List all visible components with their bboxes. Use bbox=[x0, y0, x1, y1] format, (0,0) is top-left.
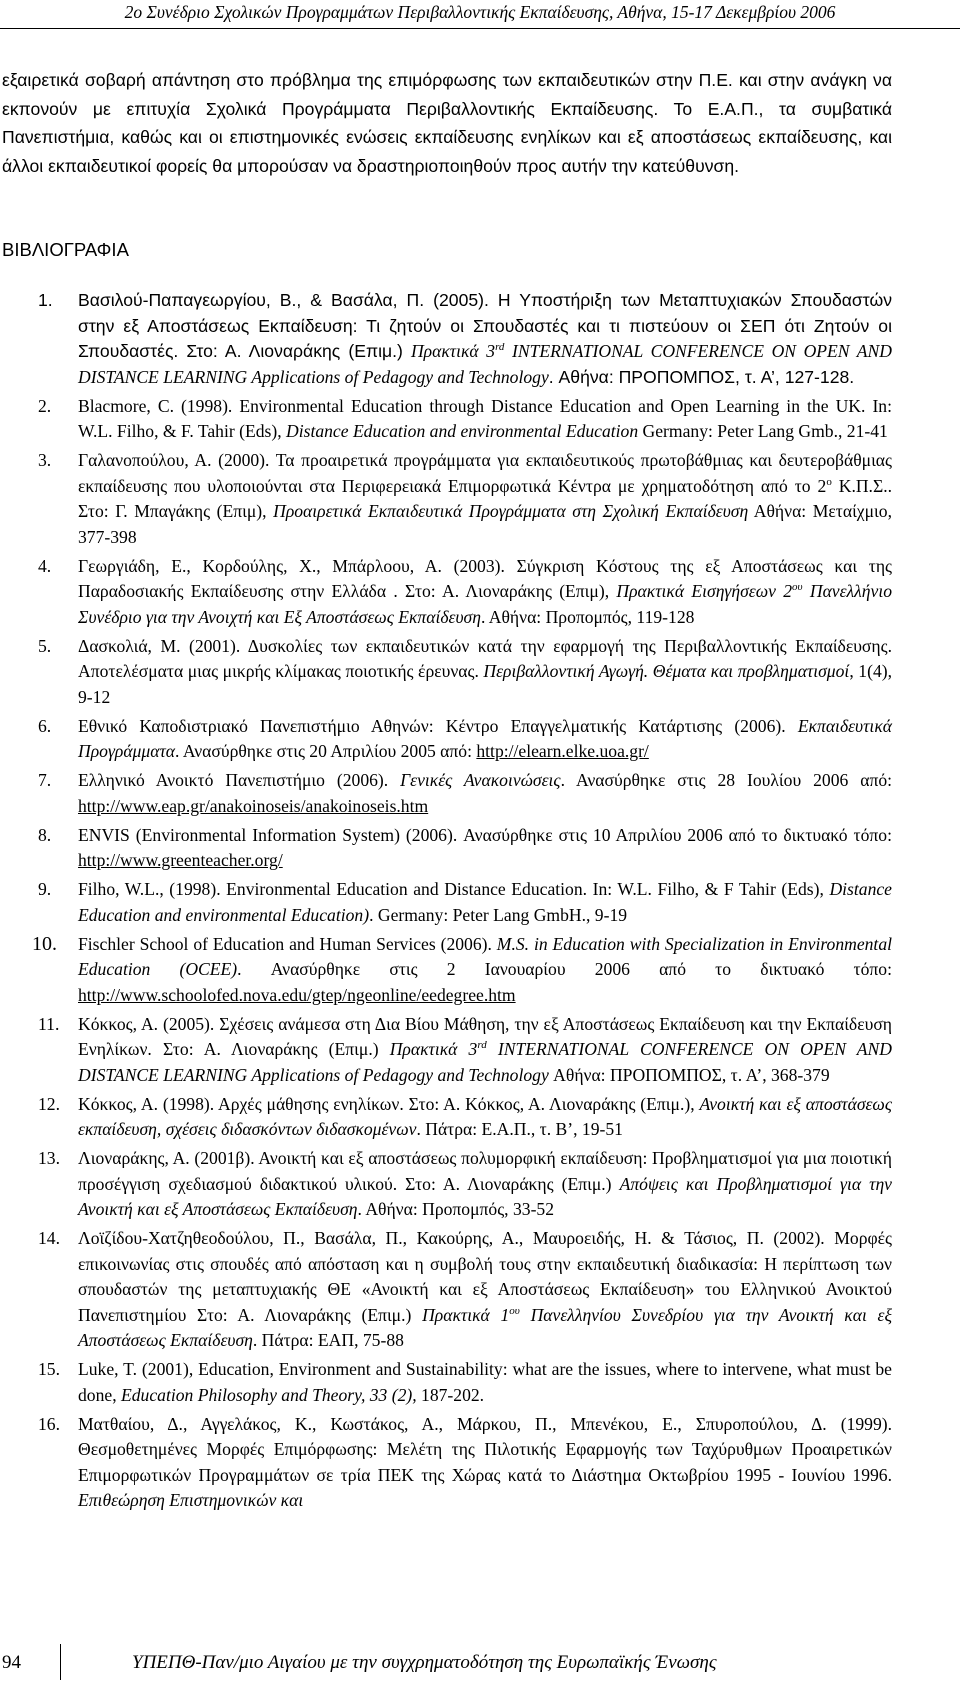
reference-number: 14. bbox=[38, 1228, 60, 1249]
reference-number: 16. bbox=[38, 1413, 60, 1434]
reference-item bbox=[2, 1092, 892, 1143]
reference-text: . Αθήνα: Προπομπός, 33-52 bbox=[357, 1199, 555, 1220]
page-footer bbox=[0, 1644, 960, 1680]
superscript: rd bbox=[495, 341, 505, 354]
reference-text: . Αθήνα: ΠΡΟΠΟΜΠΟΣ, τ. Α’, 127-128. bbox=[548, 366, 855, 387]
reference-text: Κόκκος, Α. (2005). Σχέσεις ανάμεσα στη Δια Βίου Μάθηση, την εξ Αποστάσεως Εκπαίδευση και την Εκπαίδευση Ενηλίκων. Στο: Α. Λιοναράκης (Επιμ.) bbox=[78, 1013, 892, 1060]
reference-italic: Ανοικτή και εξ αποστάσεως εκπαίδευση, σχέσεις διδασκόντων διδασκομένων bbox=[78, 1093, 892, 1140]
footer-text: ΥΠΕΠΘ-Παν/μιο Αιγαίου με την συγχρηματοδότηση της Ευρωπαϊκής Ένωσης bbox=[132, 1652, 717, 1673]
reference-italic: Πρακτικά 1 bbox=[422, 1304, 510, 1325]
reference-item bbox=[2, 1012, 892, 1089]
reference-item bbox=[2, 1226, 892, 1354]
superscript: rd bbox=[477, 1039, 487, 1052]
reference-text: Λοϊζίδου-Χατζηθεοδούλου, Π., Βασάλα, Π., Κακούρης, Α., Μαυροειδής, Η. & Τάσιος, Π. (2002). Μορφές επικοινωνίας στις σπουδές από απόσταση και η συμβολή τους στην εκπαιδευτική διαδικασία: Η περίπτωση των σπουδαστών της μεταπτυχιακής ΘΕ «Ανοικτή και εξ Αποστάσεως Εκπαίδευση» του Ελληνικού Ανοικτού Πανεπιστημίου Στο: Α. Λιοναράκης (Επιμ.) bbox=[78, 1228, 892, 1325]
reference-link[interactable]: http://elearn.elke.uoa.gr/ bbox=[476, 741, 649, 762]
reference-text: Αθήνα: ΠΡΟΠΟΜΠΟΣ, τ. Α’, 368-379 bbox=[548, 1064, 830, 1085]
reference-number: 7. bbox=[38, 770, 52, 791]
reference-italic: INTERNATIONAL CONFERENCE ON OPEN AND DISTANCE LEARNING Applications of Pedagogy and Technology bbox=[78, 341, 892, 387]
footer-divider bbox=[60, 1644, 61, 1680]
reference-italic: Πρακτικά Εισηγήσεων 2 bbox=[616, 581, 793, 602]
reference-text: Γαλανοπούλου, Α. (2000). Τα προαιρετικά προγράμματα για εκπαιδευτικούς πρωτοβάθμιας και δευτεροβάθμιας εκπαίδευσης που υλοποιούνται στα Περιφερειακά Επιμορφωτικά Κέντρα με χρηματοδότηση από το 2 bbox=[78, 450, 892, 496]
header-rule bbox=[0, 28, 960, 29]
reference-number: 3. bbox=[38, 450, 52, 471]
reference-italic: Περιβαλλοντική Αγωγή. Θέματα και προβληματισμοί bbox=[483, 661, 850, 682]
reference-item bbox=[2, 288, 892, 390]
reference-text: Ελληνικό Ανοικτό Πανεπιστήμιο (2006). bbox=[78, 770, 401, 791]
reference-number: 6. bbox=[38, 715, 52, 736]
reference-link[interactable]: http://www.eap.gr/anakoinoseis/anakoinoseis.htm bbox=[78, 795, 429, 816]
reference-italic: Πανελληνίου Συνεδρίου για την Ανοικτή και εξ Αποστάσεως Εκπαίδευση bbox=[78, 1304, 893, 1351]
reference-number: 12. bbox=[38, 1093, 60, 1114]
superscript: ου bbox=[792, 581, 803, 594]
reference-number: 10. bbox=[32, 932, 57, 955]
reference-text: . Ανασύρθηκε στις 28 Ιουλίου 2006 από: bbox=[560, 770, 893, 791]
reference-number: 1. bbox=[38, 290, 53, 311]
reference-number: 4. bbox=[38, 555, 52, 576]
reference-text: . Πάτρα: Ε.Α.Π., τ. Β’, 19-51 bbox=[416, 1119, 623, 1140]
reference-text: Αθήνα: Μεταίχμιο, 377-398 bbox=[78, 501, 892, 547]
reference-italic: Πρακτικά 3 bbox=[389, 1039, 478, 1060]
reference-number: 11. bbox=[38, 1013, 60, 1034]
reference-number: 13. bbox=[38, 1148, 60, 1169]
reference-text: ENVIS (Environmental Information System) (2006). Ανασύρθηκε στις 10 Απριλίου 2006 από το δικτυακό τόπο: bbox=[78, 824, 892, 845]
reference-link[interactable]: http://www.greenteacher.org/ bbox=[78, 850, 283, 871]
reference-text: Κ.Π.Σ.. Στο: Γ. Μπαγάκης (Επιμ), bbox=[78, 475, 892, 522]
reference-text: Luke, T. (2001), Education, Environment and Sustainability: what are the issues, where to intervene, what must be done, bbox=[78, 1359, 892, 1405]
reference-italic: Πανελλήνιο Συνέδριο για την Ανοιχτή και Εξ Αποστάσεως Εκπαίδευση bbox=[78, 581, 893, 627]
reference-text: Κόκκος, Α. (1998). Αρχές μάθησης ενηλίκων. Στο: Α. Κόκκος, Α. Λιοναράκης (Επιμ.), bbox=[78, 1093, 700, 1114]
reference-number: 9. bbox=[38, 879, 52, 900]
reference-text: Blacmore, C. (1998). Environmental Education through Distance Education and Open Learning in the UK. In: W.L. Filho, & F. Tahir (Eds), bbox=[78, 395, 892, 442]
reference-item bbox=[2, 634, 892, 711]
reference-text: Ματθαίου, Δ., Αγγελάκος, Κ., Κωστάκος, Α., Μάρκου, Π., Μπενέκου, Ε., Σπυροπούλου, Δ. (1999). Θεσμοθετημένες Μορφές Επιμόρφωσης: Μελέτη της Πιλοτικής Εφαρμογής των Ταχύρυθμων Προαιρετικών Επιμορφωτικών Προγραμμάτων σε τρία ΠΕΚ της Χώρας κατά το Διάστημα Οκτωβρίου 1995 - Ιουνίου 1996. bbox=[78, 1413, 892, 1485]
reference-text: , 1(4), 9-12 bbox=[78, 661, 892, 707]
reference-text: Δασκολιά, Μ. (2001). Δυσκολίες των εκπαιδευτικών κατά την εφαρμογή της Περιβαλλοντικής Εκπαίδευσης. Αποτελέσματα μιας μικρής κλίμακας ποιοτικής έρευνας. bbox=[78, 635, 892, 682]
page-number: 94 bbox=[2, 1652, 21, 1673]
reference-item bbox=[2, 394, 892, 445]
reference-number: 15. bbox=[38, 1359, 60, 1380]
reference-italic: Γενικές Ανακοινώσεις bbox=[400, 770, 561, 791]
reference-italic: Εκπαιδευτικά Προγράμματα bbox=[78, 715, 892, 762]
reference-text: . Germany: Peter Lang GmbH., 9-19 bbox=[369, 904, 628, 925]
reference-italic: INTERNATIONAL CONFERENCE ON OPEN AND DISTANCE LEARNING Applications of Pedagogy and Technology bbox=[78, 1039, 892, 1085]
reference-italic: Απόψεις και Προβληματισμοί για την Ανοικτή και εξ Αποστάσεως Εκπαίδευση bbox=[78, 1173, 892, 1220]
reference-item bbox=[2, 714, 892, 765]
page-header: 2ο Συνέδριο Σχολικών Προγραμμάτων Περιβαλλοντικής Εκπαίδευσης, Αθήνα, 15-17 Δεκεμβρίου 2006 bbox=[124, 2, 836, 22]
reference-item bbox=[2, 768, 892, 819]
reference-text: . Ανασύρθηκε στις 20 Απριλίου 2005 από: bbox=[175, 741, 477, 762]
reference-text: . Ανασύρθηκε στις 2 Ιανουαρίου 2006 από το δικτυακό τόπο: bbox=[237, 959, 892, 980]
reference-item bbox=[2, 448, 892, 550]
reference-text: Filho, W.L., (1998). Environmental Education and Distance Education. In: W.L. Filho, & F Tahir (Eds), bbox=[78, 879, 830, 900]
reference-item bbox=[2, 554, 892, 631]
reference-italic: Education Philosophy and Theory, 33 (2), bbox=[121, 1384, 417, 1405]
reference-italic: Πρακτικά 3 bbox=[410, 341, 496, 362]
reference-text: . Πάτρα: ΕΑΠ, 75-88 bbox=[252, 1330, 404, 1351]
reference-item bbox=[2, 932, 892, 1009]
reference-number: 2. bbox=[38, 395, 52, 416]
reference-item bbox=[2, 823, 892, 874]
reference-italic: Distance Education and environmental Education bbox=[286, 421, 639, 442]
page-content bbox=[2, 66, 892, 1517]
reference-list bbox=[2, 288, 892, 1514]
reference-item bbox=[2, 1357, 892, 1408]
reference-text: Γεωργιάδη, Ε., Κορδούλης, Χ., Μπάρλοου, Α. (2003). Σύγκριση Κόστους της εξ Αποστάσεως και της Παραδοσιακής Εκπαίδευσης στην Ελλάδα . Στο: Α. Λιοναράκης (Επιμ), bbox=[78, 555, 892, 602]
superscript: ου bbox=[509, 1305, 520, 1318]
reference-item bbox=[2, 877, 892, 928]
reference-item bbox=[2, 1412, 892, 1514]
reference-text: Λιοναράκης, Α. (2001β). Ανοικτή και εξ αποστάσεως πολυμορφική εκπαίδευση: Προβληματισμοί για μια ποιοτική προσέγγιση σχεδιασμού διδακτικού υλικού. Στο: Α. Λιοναράκης (Επιμ.) bbox=[78, 1148, 892, 1194]
reference-italic: Προαιρετικά Εκπαιδευτικά Προγράμματα στη Σχολική Εκπαίδευση bbox=[273, 501, 749, 522]
reference-number: 8. bbox=[38, 824, 52, 845]
reference-number: 5. bbox=[38, 635, 52, 656]
superscript: ο bbox=[826, 476, 832, 489]
reference-text: . Αθήνα: Προπομπός, 119-128 bbox=[480, 606, 695, 627]
reference-text: Fischler School of Education and Human Services (2006). bbox=[78, 933, 497, 954]
bibliography-heading: ΒΙΒΛΙΟΓΡΑΦΙΑ bbox=[2, 239, 129, 261]
reference-text: Εθνικό Καποδιστριακό Πανεπιστήμιο Αθηνών: Κέντρο Επαγγελματικής Κατάρτισης (2006). bbox=[78, 715, 798, 736]
reference-italic: M.S. in Education with Specialization in Environmental Education (OCEE) bbox=[78, 933, 893, 980]
reference-link[interactable]: http://www.schoolofed.nova.edu/gtep/ngeonline/eedegree.htm bbox=[78, 984, 516, 1005]
reference-text: Βασιλού-Παπαγεωργίου, Β., & Βασάλα, Π. (2005). Η Υποστήριξη των Μεταπτυχιακών Σπουδαστών στην εξ Αποστάσεως Εκπαίδευση: Τι ζητούν οι Σπουδαστές και τι πιστεύουν οι ΣΕΠ ότι Ζητούν οι Σπουδαστές. Στο: Α. Λιοναράκης (Επιμ.) bbox=[78, 290, 892, 362]
reference-italic: Distance Education and environmental Education) bbox=[78, 879, 892, 925]
reference-italic: Επιθεώρηση Επιστημονικών και bbox=[78, 1490, 304, 1511]
reference-text: Germany: Peter Lang Gmb., 21-41 bbox=[638, 421, 888, 442]
reference-text: 187-202. bbox=[416, 1384, 485, 1405]
reference-item bbox=[2, 1146, 892, 1223]
intro-paragraph: εξαιρετικά σοβαρή απάντηση στο πρόβλημα της επιμόρφωσης των εκπαιδευτικών στην Π.Ε. και στην ανάγκη να εκπονούν με επιτυχία Σχολικά Προγράμματα Περιβαλλοντικής Εκπαίδευσης. Το Ε.Α.Π., τα συμβατικά Πανεπιστήμια, καθώς και οι επιστημονικές ενώσεις εκπαίδευσης ενηλίκων και εξ αποστάσεως εκπαίδευσης, και άλλοι εκπαιδευτικοί φορείς θα μπορούσαν να δραστηριοποιηθούν προς αυτήν την κατεύθυνση. bbox=[2, 70, 892, 176]
